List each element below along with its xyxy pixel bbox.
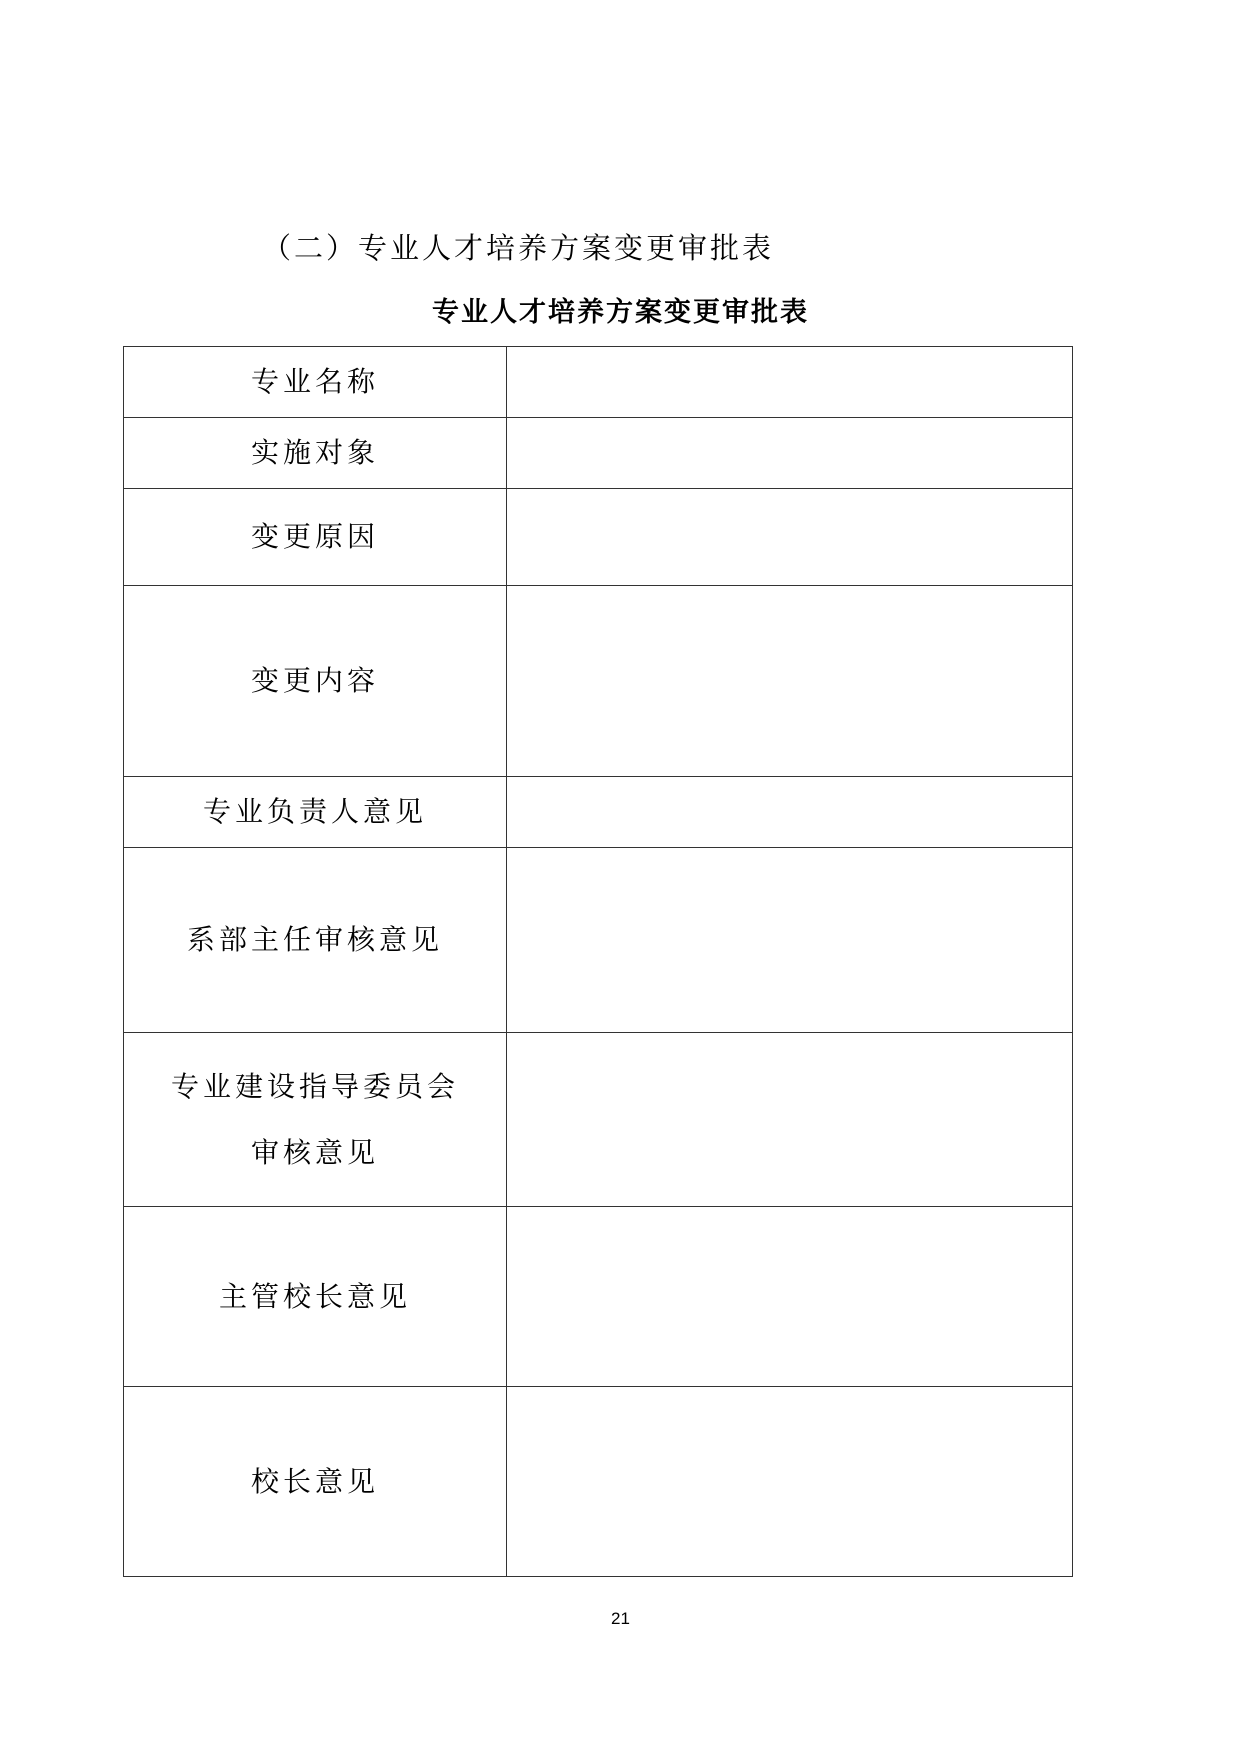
major-name-field[interactable] — [507, 347, 1073, 418]
vice-principal-opinion-field[interactable] — [507, 1207, 1073, 1387]
department-director-opinion-field[interactable] — [507, 848, 1073, 1033]
table-row — [124, 1207, 1073, 1387]
table-row — [124, 347, 1073, 418]
committee-label-line-2: 审核意见 — [250, 1135, 379, 1169]
table-row — [124, 489, 1073, 586]
table-row — [124, 1387, 1073, 1577]
section-heading: （二）专业人才培养方案变更审批表 — [262, 231, 775, 265]
row-label-change-reason: 变更原因 — [124, 489, 507, 586]
row-label-major-name: 专业名称 — [124, 347, 507, 418]
row-label-vice-principal-opinion: 主管校长意见 — [124, 1207, 507, 1387]
principal-opinion-field[interactable] — [507, 1387, 1073, 1577]
row-label-major-head-opinion: 专业负责人意见 — [124, 777, 507, 848]
approval-form-table — [123, 346, 1073, 1577]
change-content-field[interactable] — [507, 586, 1073, 777]
row-label-department-director-opinion: 系部主任审核意见 — [124, 848, 507, 1033]
row-label-principal-opinion: 校长意见 — [124, 1387, 507, 1577]
change-reason-field[interactable] — [507, 489, 1073, 586]
table-row — [124, 418, 1073, 489]
major-head-opinion-field[interactable] — [507, 777, 1073, 848]
table-row — [124, 1033, 1073, 1207]
table-row — [124, 586, 1073, 777]
table-row — [124, 848, 1073, 1033]
row-label-change-content: 变更内容 — [124, 586, 507, 777]
row-label-target: 实施对象 — [124, 418, 507, 489]
row-label-committee-opinion — [124, 1033, 507, 1207]
form-title: 专业人才培养方案变更审批表 — [432, 297, 809, 328]
page-number: 21 — [611, 1609, 630, 1628]
table-row — [124, 777, 1073, 848]
committee-opinion-field[interactable] — [507, 1033, 1073, 1207]
target-field[interactable] — [507, 418, 1073, 489]
committee-label-line-1: 专业建设指导委员会 — [170, 1069, 459, 1103]
